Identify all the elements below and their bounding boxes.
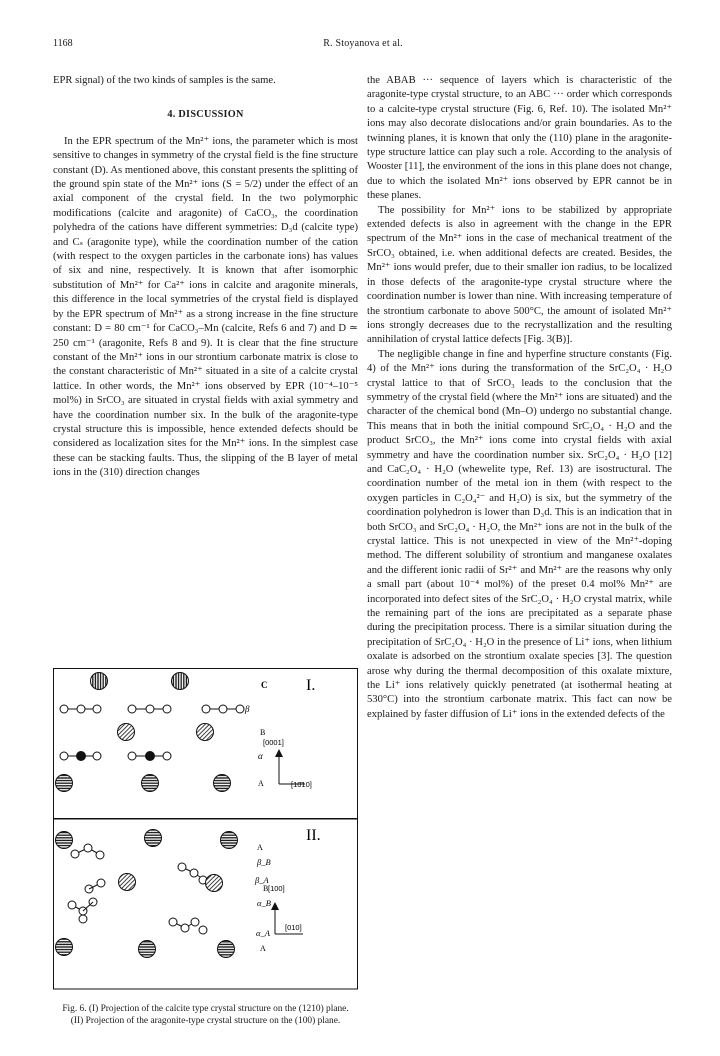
panel-2-ca-row-bottom <box>56 939 235 958</box>
page-number: 1168 <box>53 38 73 49</box>
layer-label-B-bottom: B <box>263 884 269 893</box>
panel-2-label: II. <box>306 827 321 844</box>
panel-1-carbonate-row-alpha <box>60 752 171 761</box>
layer-label-A: A <box>258 779 264 788</box>
layer-label-alpha-B: α_B <box>257 898 271 908</box>
panel-2-carbonate-4 <box>169 918 207 934</box>
left-column <box>53 74 358 481</box>
running-head: R. Stoyanova et al. <box>323 38 403 49</box>
panel-2-ca-row-a <box>56 830 238 849</box>
direction-label-1010: [10̄10] <box>291 780 312 789</box>
layer-label-alpha: α <box>258 751 263 761</box>
panel-1-ca-layer-b <box>118 724 214 741</box>
layer-label-beta: β <box>245 704 250 714</box>
right-paragraph-1: the ABAB ··· sequence of layers which is characteristic of the aragonite-type crystal structure, to an ABC ··· order which corresponds to a calcite-type crystal structure (Fig. 6, Ref. 10). The isolated Mn²⁺ ions may also decorate dislocations and/or grain boundaries. As to the twinning planes, it is known that only the (110) plane in the aragonite-type structure lattice can play such a role. According to the analysis of Wooster [11], the environment of the ions in this plane does not change, due to which the isolated Mn²⁺ ions observed by EPR cannot be in these planes. <box>367 75 672 202</box>
figure-6 <box>53 668 358 1028</box>
layer-label-alpha-A: α_A <box>256 928 270 938</box>
section-heading-discussion: 4. DISCUSSION <box>167 109 244 121</box>
panel-2-ca-row-b <box>85 874 136 894</box>
panel-2-carbonate-1 <box>71 844 104 859</box>
panel-2-frame <box>54 819 358 989</box>
panel-1-ca-layer-c <box>91 673 189 690</box>
right-paragraph-3: The negligible change in fine and hyperfine structure constants (Fig. 4) of the Mn²⁺ ions during the transformation of the SrC₂O₄ · H₂O crystal lattice to that of SrCO₃ leads to the conclusion that the symmetry of the crystal field (where the Mn²⁺ ions are situated) and the character of the chemical bond (Mn–O) undergo no substantial change. This means that in both the initial compound SrC₂O₄ · H₂O and the product SrCO₃, the Mn²⁺ ions come into crystal fields with axial symmetry and have the coordination number six. SrC₂O₄ · H₂O [12] and CaC₂O₄ · H₂O (whewelite type, Ref. 13) are isostructural. The coordination number of the metal ion in them (with respect to the oxygen particles in C₂O₄²⁻ and H₂O) is six, but the symmetry of the coordination polyhedron is lower than D₃d. This is an indication that in both SrCO₃ and SrC₂O₄ · H₂O, the Mn²⁺ ions are not in the bulk of the crystal lattice. This is not unexpected in view of the Mn²⁺-doping method. The different solubility of strontium and manganese oxalates and the different ionic radii of Sr²⁺ and Mn²⁺ are the reasons why only a small part (about 10⁻⁴ mol%) of the preset 0.4 mol% Mn²⁺ are incorporated into defect sites of the SrC₂O₄ · H₂O crystal matrix, while the remaining part of the ions are precipitated as a separate phase during the precipitation process. There is a similar situation during the precipitation of SrC₂O₄ · H₂O in the presence of Li⁺ ions, when lithium oxalate is adsorbed on the strontium oxalate species [3]. The question arose why during the thermal decomposition of this oxalate mixture, the Li⁺ ions relatively quickly penetrated (at isothermal heating at 530°C) into the strontium carbonate matrix. This fact can now be explained by faster diffusion of Li⁺ ions in the extended defects of the <box>367 348 672 720</box>
layer-label-A-top: A <box>257 843 263 852</box>
panel-1-label: I. <box>306 677 316 694</box>
layer-label-c: C <box>261 680 268 690</box>
direction-label-100: [100] <box>268 884 285 893</box>
layer-label-A-bottom: A <box>260 944 266 953</box>
panel-2-carbonate-3 <box>68 898 97 923</box>
direction-label-0001: [0001] <box>263 738 284 747</box>
right-column <box>367 74 672 722</box>
right-paragraph-2: The possibility for Mn²⁺ ions to be stabilized by appropriate extended defects is also in agreement with the change in the EPR spectrum of the Mn²⁺ ions in the case of mechanical treatment of the SrCO₃ obtained, i.e. when additional defects are created. Besides, the Mn²⁺ ions would prefer, due to their smaller ion radius, to be localized in those defects of the aragonite-type crystal structure where the coordination number is lower than nine. With increasing temperature of the strontium carbonate to above 500°C, the amount of isolated Mn²⁺ ions strongly decreases due to the recrystallization and the resulting annihilation of crystal lattice defects [Fig. 3(B)]. <box>367 204 672 346</box>
layer-label-B: B <box>260 728 266 737</box>
layer-label-beta-B: β_B <box>257 857 271 867</box>
page-header <box>53 38 673 54</box>
direction-label-010: [010] <box>285 923 302 932</box>
panel-1-ca-layer-a <box>56 775 231 792</box>
panel-1-carbonate-row-beta <box>60 705 244 713</box>
figure-caption: Fig. 6. (I) Projection of the calcite type crystal structure on the (1210) plane. (II) Projection of the aragonite-type crystal structure on the (100) plane. <box>62 1004 349 1026</box>
layer-label-beta-A: β_A <box>255 875 269 885</box>
left-paragraph-1: In the EPR spectrum of the Mn²⁺ ions, the parameter which is most sensitive to changes in symmetry of the crystal field is the fine structure constant (D). As mentioned above, this constant presents the splitting of the ground spin state of the Mn²⁺ ions (S = 5/2) under the effect of an axial component of the crystal field. In the two polymorphic modifications (calcite and aragonite) of CaCO₃, the coordination polyhedra of the cations have different symmetries: D₃d (calcite type) and Cₛ (aragonite type), while the coordination number of the cation (with respect to the oxygen particles in the carbonate ions) has values of six and nine, respectively. It is known that after isomorphic substitution of Mn²⁺ for Ca²⁺ ions in calcite and aragonite minerals, this difference in the local symmetries of the crystal field is displayed by the EPR spectrum of Mn²⁺ as a strong increase in the fine structure constant: D = 80 cm⁻¹ for CaCO₃–Mn (calcite, Refs 6 and 7) and D ≃ 250 cm⁻¹ (aragonite, Refs 8 and 9). It is clear that the fine structure constant of the Mn²⁺ ions in our strontium carbonate matrix is close to the constant characteristic of Mn²⁺ situated in a site of a calcite crystal lattice. In other words, the Mn²⁺ ions observed by EPR (10⁻⁴–10⁻⁵ mol%) in SrCO₃ are situated in crystal fields with axial symmetry and have the coordination number six. In the bulk of the aragonite-type crystal structure this is impossible, hence extended defects should be considered as localization sites for the Mn²⁺ ions. In the simplest case these can be stacking faults. Thus, the slipping of the B layer of metal ions in the (310) direction changes <box>53 135 358 479</box>
panel-2-carbonate-2 <box>178 863 223 892</box>
crystal-structure-diagram <box>53 668 358 990</box>
left-top-fragment: EPR signal) of the two kinds of samples is the same. <box>53 75 276 86</box>
